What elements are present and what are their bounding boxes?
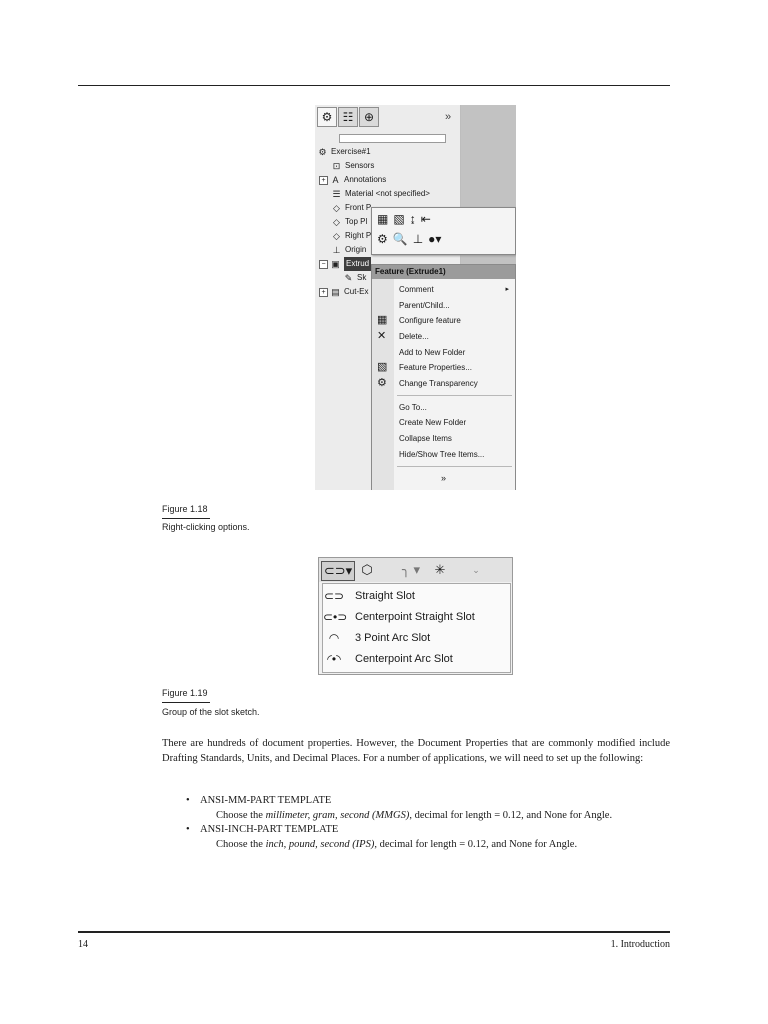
- caption-rule: [162, 702, 210, 703]
- tree-item-cut-extrude[interactable]: [319, 285, 368, 299]
- rollback-icon[interactable]: ↨: [409, 212, 416, 226]
- cut-extrude-icon: ▤: [331, 286, 340, 297]
- context-menu-header: Feature (Extrude1): [372, 265, 515, 279]
- configuration-manager-tab-icon[interactable]: ⊕: [359, 107, 379, 127]
- menu-item-3-point-arc-slot[interactable]: ◜◝ 3 Point Arc Slot: [323, 627, 510, 648]
- figure-1-18-label: Figure 1.18: [162, 504, 208, 514]
- tree-item-label: Sensors: [345, 161, 375, 170]
- tree-item-label: Sk: [357, 273, 367, 282]
- figure-1-19-label: Figure 1.19: [162, 688, 208, 698]
- plane-icon: ◇: [333, 216, 340, 227]
- tree-item-origin[interactable]: [331, 243, 366, 257]
- tree-item-label: Exercise#1: [331, 147, 371, 156]
- figure-1-18-screenshot: [315, 105, 516, 490]
- menu-item-centerpoint-straight-slot[interactable]: ⊂•⊃ Centerpoint Straight Slot: [323, 609, 475, 624]
- polygon-tool-icon[interactable]: ⬡: [361, 562, 373, 577]
- running-head: 1. Introduction: [610, 939, 670, 950]
- tree-item-label: Annotations: [344, 175, 387, 184]
- menu-item-delete[interactable]: ✕ Delete...: [377, 330, 429, 342]
- sketch-icon: ✎: [344, 272, 353, 283]
- extrude-icon: ▣: [331, 258, 340, 269]
- normal-to-icon[interactable]: ⊥: [412, 232, 424, 246]
- menu-item-hide-show-tree-items[interactable]: Hide/Show Tree Items...: [399, 450, 485, 459]
- menu-item-go-to[interactable]: Go To...: [399, 403, 427, 412]
- menu-separator: [397, 395, 512, 396]
- figure-1-18-caption: Right-clicking options.: [162, 522, 250, 532]
- properties-icon: ▧: [377, 361, 388, 373]
- bullet-item: [186, 794, 666, 809]
- feature-manager-tabs: [317, 107, 379, 127]
- figure-1-19-caption: Group of the slot sketch.: [162, 707, 260, 717]
- sensor-icon: ⊡: [332, 160, 341, 171]
- menu-item-parent-child[interactable]: Parent/Child...: [399, 301, 450, 310]
- centerpoint-straight-slot-icon: ⊂•⊃: [323, 609, 348, 624]
- tree-item-top-plane[interactable]: [331, 215, 367, 229]
- body-paragraph: There are hundreds of document properties. However, the Document Properties that are commonly modified include Drafting Standards, Units, and Decimal Places. For a number of applications, we will need to set up the following:: [162, 738, 670, 764]
- footer-rule: [78, 931, 670, 933]
- more-items-chevron-icon[interactable]: »: [440, 473, 446, 483]
- tree-item-label: Right P: [345, 231, 372, 240]
- template-bullet-list: [186, 794, 666, 852]
- delete-icon: ✕: [377, 330, 387, 342]
- more-dropdown-icon[interactable]: ⌄: [472, 565, 480, 575]
- part-icon: ⚙: [318, 146, 327, 157]
- expand-chevron-icon[interactable]: »: [445, 111, 452, 123]
- slot-dropdown-menu: [322, 583, 511, 673]
- tree-item-front-plane[interactable]: [331, 201, 371, 215]
- suppress-icon[interactable]: ⇤: [420, 212, 431, 226]
- slot-tool-button[interactable]: ⊂⊃▾: [321, 561, 355, 581]
- menu-item-add-to-new-folder[interactable]: Add to New Folder: [399, 348, 466, 357]
- menu-item-create-new-folder[interactable]: Create New Folder: [399, 418, 467, 427]
- expand-plus-icon[interactable]: +: [319, 176, 328, 185]
- plane-icon: ◇: [333, 202, 340, 213]
- bullet-icon: •: [186, 824, 190, 835]
- fillet-tool-icon[interactable]: ╮ ▾: [402, 562, 420, 577]
- expand-plus-icon[interactable]: +: [319, 288, 328, 297]
- arc-slot-icon: ◜◝: [329, 630, 339, 645]
- bullet-description: Choose the millimeter, gram, second (MMGS), decimal for length = 0.12, and None for Angle.: [216, 809, 613, 821]
- bullet-title: ANSI-INCH-PART TEMPLATE: [200, 824, 339, 835]
- tree-item-label: Material <not specified>: [345, 189, 430, 198]
- bullet-title: ANSI-MM-PART TEMPLATE: [200, 795, 332, 806]
- tree-item-right-plane[interactable]: [331, 229, 371, 243]
- configure-icon: ▦: [377, 314, 388, 326]
- tree-item-label: Origin: [345, 245, 367, 254]
- feature-context-menu: [371, 264, 516, 490]
- menu-item-feature-properties[interactable]: ▧ Feature Properties...: [377, 361, 472, 373]
- zoom-icon[interactable]: 🔍: [392, 232, 408, 246]
- tree-filter-input[interactable]: [339, 134, 446, 143]
- centerpoint-arc-slot-icon: ◜•◝: [327, 651, 341, 666]
- tree-item-material[interactable]: [331, 187, 430, 201]
- edit-feature-icon[interactable]: ▦: [377, 212, 389, 226]
- tree-item-sketch[interactable]: [343, 271, 366, 285]
- tree-item-sensors[interactable]: [331, 159, 374, 173]
- tree-item-part[interactable]: [317, 145, 371, 159]
- menu-item-centerpoint-arc-slot[interactable]: ◜•◝ Centerpoint Arc Slot: [323, 648, 510, 669]
- menu-item-comment[interactable]: Comment ▸: [372, 282, 515, 297]
- tree-item-annotations[interactable]: [319, 173, 386, 187]
- origin-icon: ⊥: [332, 244, 341, 255]
- bullet-icon: •: [186, 795, 190, 806]
- context-toolbar: [371, 207, 516, 255]
- header-rule: [78, 85, 670, 86]
- menu-item-collapse-items[interactable]: Collapse Items: [399, 434, 452, 443]
- collapse-minus-icon[interactable]: −: [319, 260, 328, 269]
- hide-icon[interactable]: ⚙: [377, 232, 388, 246]
- menu-item-configure-feature[interactable]: ▦ Configure feature: [377, 314, 461, 326]
- feature-manager-tab-icon[interactable]: ⚙: [317, 107, 337, 127]
- tree-item-label: Cut-Ex: [344, 287, 369, 296]
- tree-item-label: Extrud: [344, 257, 371, 271]
- tree-item-label: Front P: [345, 203, 372, 212]
- annotation-icon: A: [332, 174, 339, 185]
- figure-1-19-screenshot: [318, 557, 513, 675]
- plane-icon: ◇: [333, 230, 340, 241]
- bullet-item: [186, 823, 666, 838]
- page-number: 14: [78, 939, 88, 950]
- edit-sketch-icon[interactable]: ▧: [393, 212, 405, 226]
- menu-item-straight-slot[interactable]: ⊂⊃ Straight Slot: [323, 588, 415, 603]
- submenu-arrow-icon: ▸: [505, 286, 509, 293]
- menu-separator: [397, 466, 512, 467]
- tree-item-label: Top Pl: [345, 217, 368, 226]
- straight-slot-icon: ⊂⊃: [323, 588, 345, 603]
- caption-rule: [162, 518, 210, 519]
- material-icon: ☰: [332, 188, 341, 199]
- property-manager-tab-icon[interactable]: ☷: [338, 107, 358, 127]
- menu-item-change-transparency[interactable]: ⚙ Change Transparency: [377, 377, 478, 389]
- bullet-description: Choose the inch, pound, second (IPS), decimal for length = 0.12, and None for Angle.: [216, 838, 578, 850]
- transparency-icon: ⚙: [377, 377, 387, 389]
- appearance-icon[interactable]: ●▾: [428, 232, 442, 246]
- tree-item-extrude[interactable]: [319, 257, 371, 271]
- sketch-toolbar: [319, 558, 512, 582]
- point-tool-icon[interactable]: ✳: [434, 562, 446, 577]
